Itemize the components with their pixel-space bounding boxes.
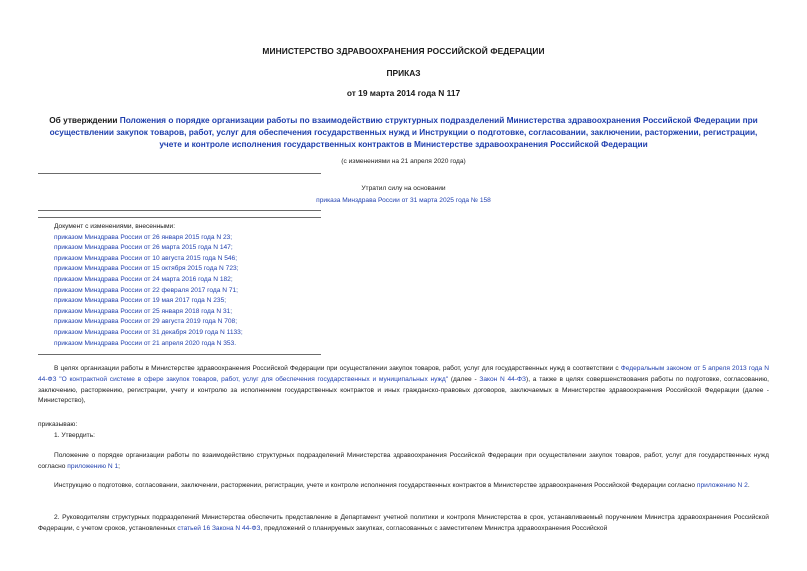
divider: [38, 217, 321, 218]
paragraph-text: 2. Руководителям структурных подразделений Министерства обеспечить представление в Департамент учетной политики и контроля Министерства в срок, устанавливаемый поручением Министра здравоохранения Российской Федерации, с учетом сроков, установленных: [38, 514, 769, 532]
paragraph-text: ;: [118, 462, 120, 470]
amendment-link[interactable]: приказом Минздрава России от 21 апреля 2020 года N 353.: [54, 339, 237, 347]
paragraph-item-2: [38, 513, 769, 535]
federal-law-link[interactable]: Федеральным законом от 5 апреля 2013 года N 44-ФЗ "О контрактной системе в сфере закупок товаров, работ, услуг для обеспечения государственных и муниципальных нужд": [38, 365, 769, 383]
paragraph-text: Положение о порядке организации работы по взаимодействию структурных подразделений Министерства здравоохранения Российской Федерации при осуществлении закупок товаров, работ, услуг для государственных нужд согласно: [38, 452, 769, 470]
amendments-block: [54, 222, 243, 349]
amendment-link[interactable]: приказом Минздрава России от 26 января 2015 года N 23;: [54, 233, 233, 241]
paragraph-text: , предложений о планируемых закупках, согласованных с заместителем Министра здравоохранения Российской: [260, 524, 608, 532]
paragraph-position-2: [38, 481, 769, 492]
amendment-link[interactable]: приказом Минздрава России от 29 августа 2019 года N 708;: [54, 318, 238, 326]
paragraph-position-1: [38, 451, 769, 473]
divider: [38, 354, 321, 355]
preamble-text: В целях организации работы в Министерстве здравоохранения Российской Федерации при осуществлении закупок товаров, работ, услуг для государственных нужд в соответствии с: [54, 365, 621, 372]
title-prefix: Об утверждении: [49, 115, 120, 125]
order-word: приказываю:: [38, 421, 78, 428]
law-44fz-link[interactable]: Закон N 44-ФЗ: [479, 375, 527, 383]
appendix-2-link[interactable]: приложению N 2: [696, 482, 748, 489]
amendments-heading: Документ с изменениями, внесенными:: [54, 223, 176, 230]
amendment-link[interactable]: приказом Минздрава России от 10 августа 2015 года N 546;: [54, 254, 238, 262]
changes-note: (с изменениями на 21 апреля 2020 года): [341, 158, 466, 165]
preamble-text: ), а также в целях совершенствования работы по подготовке, согласованию, заключению, расторжению, регистрации, учету и контролю за исполнением государственных контрактов и иных гражданско-правовых договоров, заключаемых в Министерстве здравоохранения Российской Федерации (далее - Министерство),: [38, 375, 770, 405]
item-1: 1. Утвердить:: [54, 432, 95, 439]
lost-force-text: Утратил силу на основании: [361, 185, 446, 192]
amendment-link[interactable]: приказом Минздрава России от 31 декабря 2019 года N 1133;: [54, 328, 243, 336]
paragraph-text: Инструкцию о подготовке, согласовании, заключении, расторжении, регистрации, учете и контроле исполнения государственных контрактов в Министерстве здравоохранения Российской Федерации согласно: [54, 482, 697, 489]
lost-force-block: [200, 183, 607, 207]
article-16-link[interactable]: статьей 16 Закона N 44-ФЗ: [177, 524, 261, 532]
amendment-link[interactable]: приказом Минздрава России от 26 марта 2015 года N 147;: [54, 244, 233, 252]
ministry-heading: МИНИСТЕРСТВО ЗДРАВООХРАНЕНИЯ РОССИЙСКОЙ ФЕДЕРАЦИИ: [262, 46, 545, 56]
preamble-paragraph: [38, 364, 769, 407]
appendix-1-link[interactable]: приложению N 1: [67, 462, 119, 470]
preamble-text: (далее -: [448, 375, 480, 383]
lost-force-link[interactable]: приказа Минздрава России от 31 марта 2025 года № 158: [316, 197, 491, 204]
amendment-link[interactable]: приказом Минздрава России от 24 марта 2016 года N 182;: [54, 275, 233, 283]
divider: [38, 173, 321, 174]
amendment-link[interactable]: приказом Минздрава России от 25 января 2018 года N 31;: [54, 307, 233, 315]
amendment-link[interactable]: приказом Минздрава России от 19 мая 2017 года N 235;: [54, 297, 227, 305]
amendment-link[interactable]: приказом Минздрава России от 15 октября 2015 года N 723;: [54, 265, 239, 273]
document-date-number: от 19 марта 2014 года N 117: [346, 88, 461, 98]
amendments-list: [54, 233, 243, 350]
document-type: ПРИКАЗ: [386, 68, 421, 78]
document-title: [38, 114, 769, 151]
divider: [38, 210, 321, 211]
amendment-link[interactable]: приказом Минздрава России от 22 февраля 2017 года N 71;: [54, 286, 239, 294]
title-link[interactable]: Положения о порядке организации работы по взаимодействию структурных подразделений Министерства здравоохранения Российской Федерации при осуществлении закупок товаров, работ, услуг для обеспечения государственных нужд и Инструкции о подготовке, согласовании, заключении, расторжении, регистрации, учете и контроле исполнения государственных контрактов в Министерстве здравоохранения Российской Федерации: [49, 115, 758, 150]
paragraph-text: .: [747, 482, 750, 489]
